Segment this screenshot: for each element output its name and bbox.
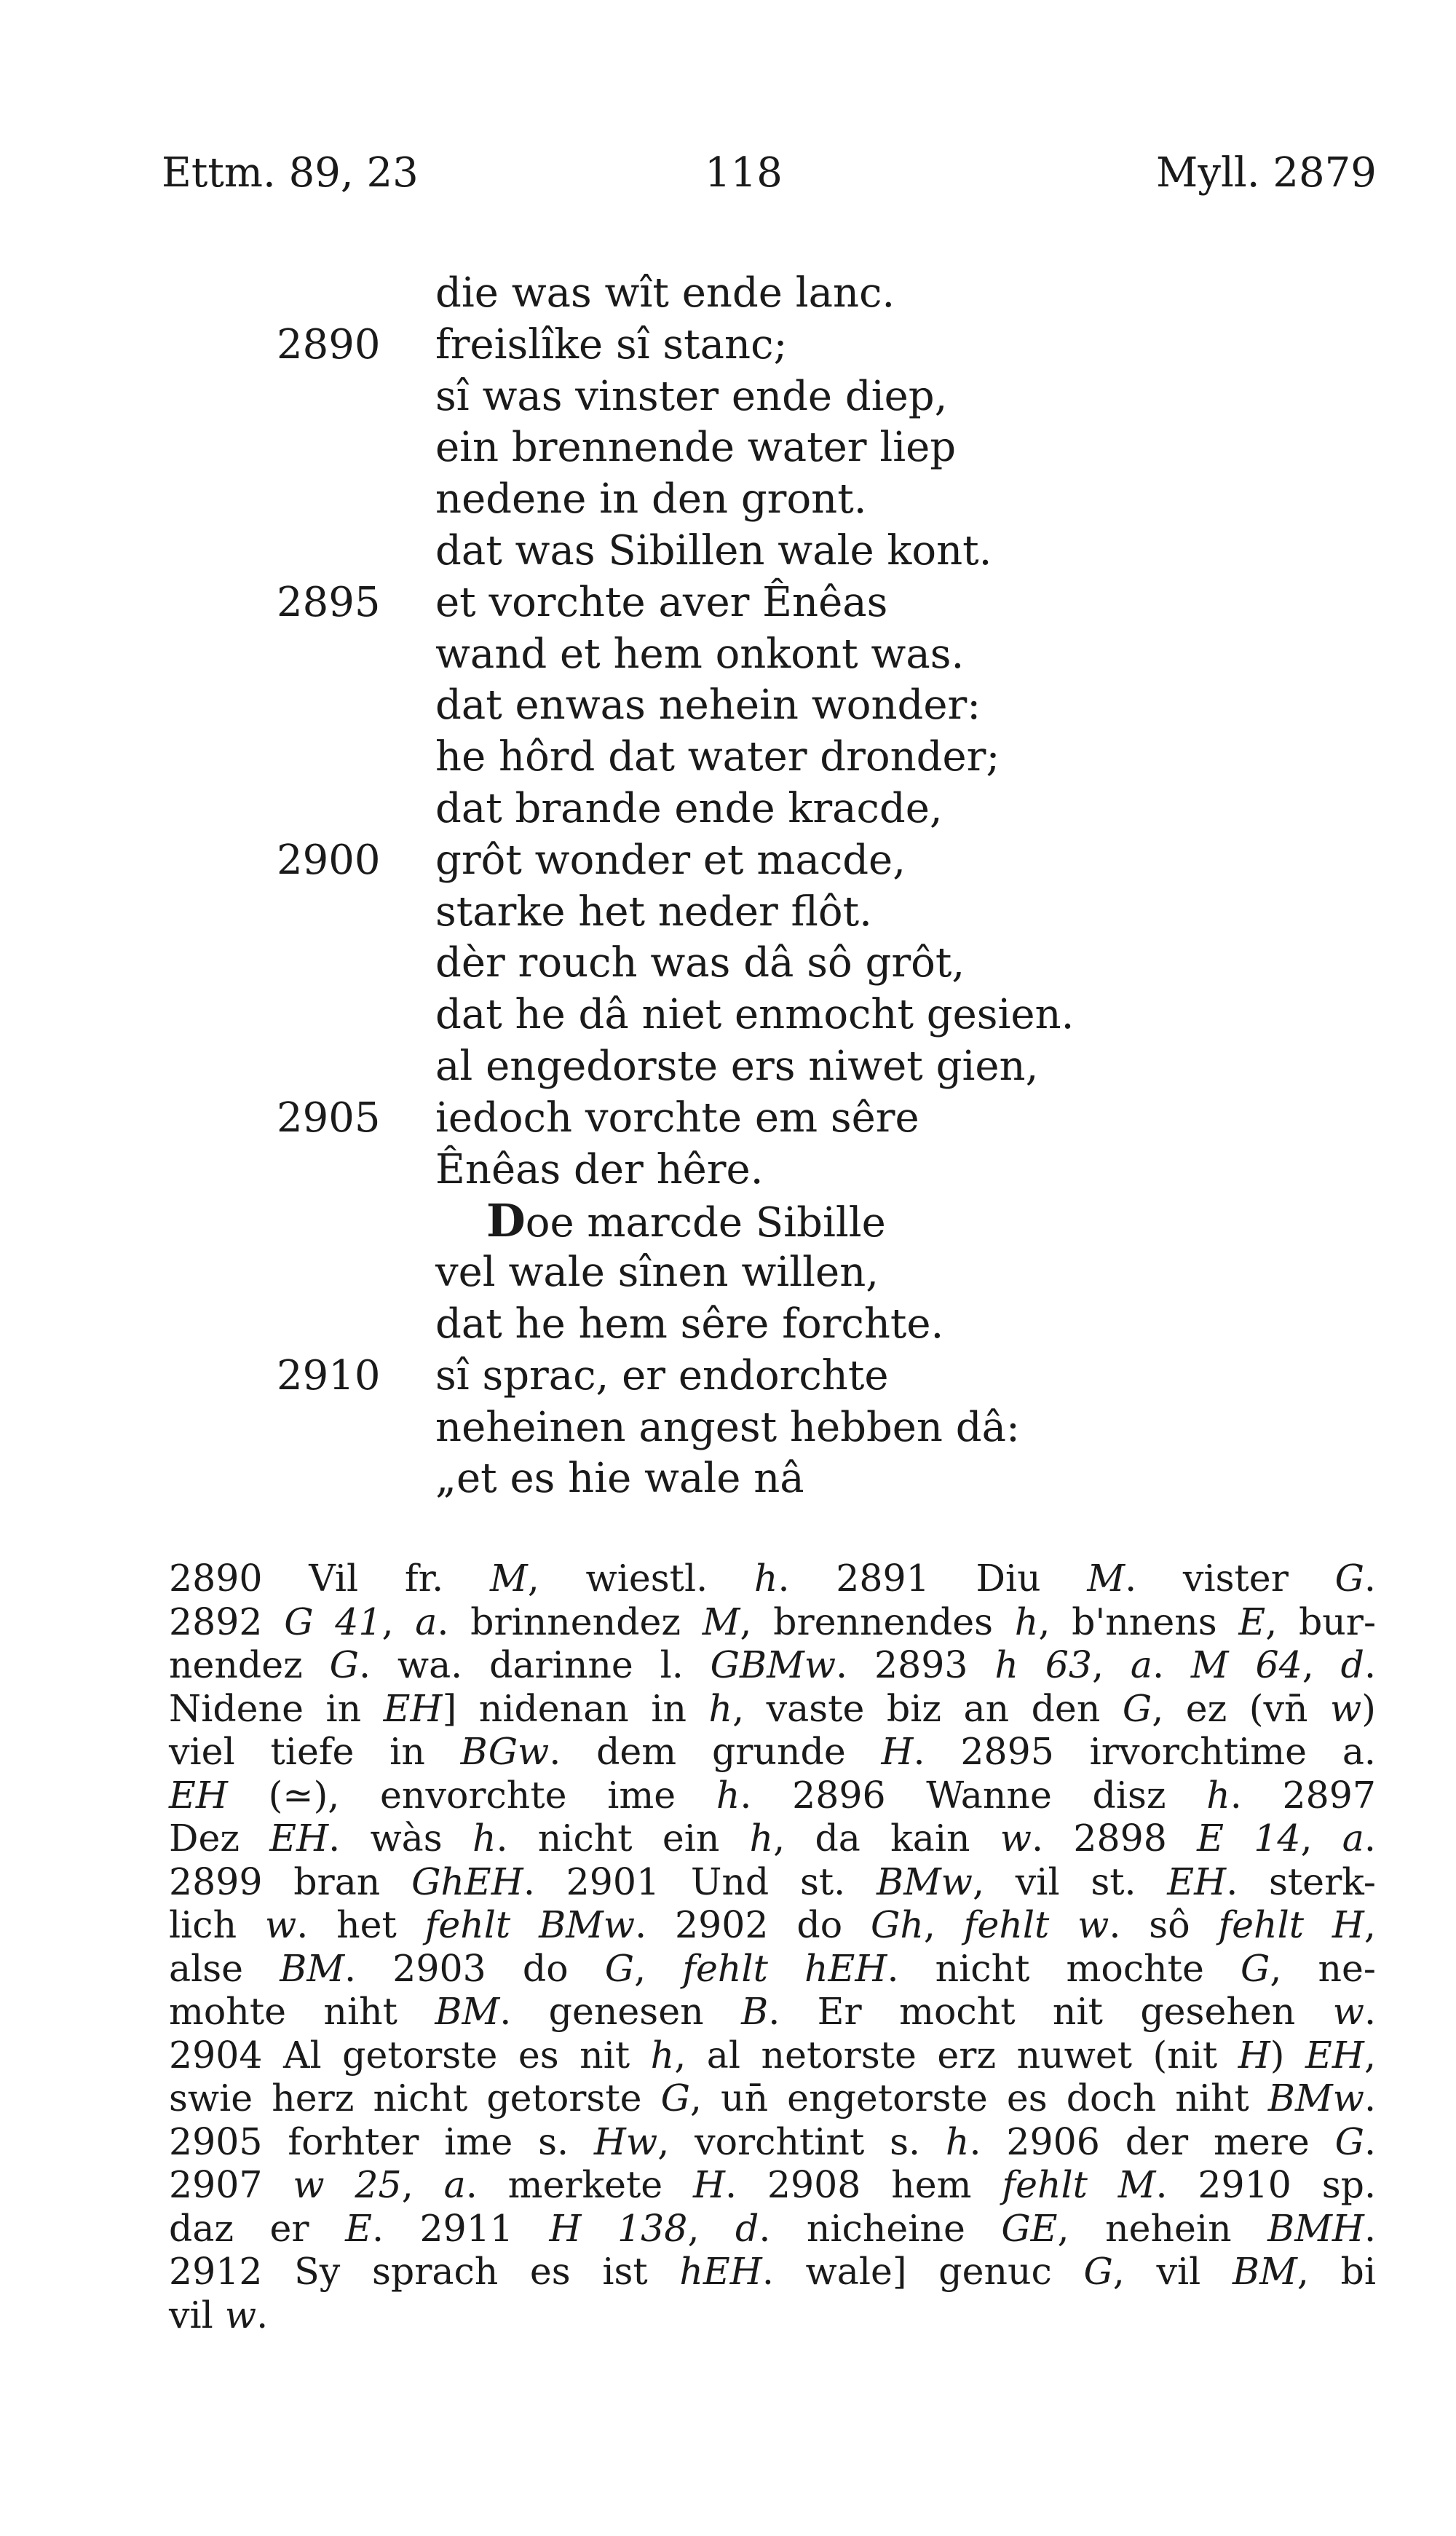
siglum: M 64 xyxy=(1190,1643,1302,1686)
note-text: lich xyxy=(169,1903,265,1946)
note-text: , xyxy=(687,2206,736,2250)
verse-text-line xyxy=(435,371,947,422)
note-text: . xyxy=(256,2293,269,2336)
verse-words: al engedorste ers niwet gien, xyxy=(435,1042,1039,1090)
note-text: . xyxy=(1364,2206,1377,2250)
verse-words: die was wît ende lanc. xyxy=(435,269,895,317)
siglum: G xyxy=(1083,2250,1113,2293)
note-text: . xyxy=(1364,1990,1377,2033)
siglum: G xyxy=(660,2077,690,2120)
siglum: h xyxy=(749,1817,774,1860)
verse-text-line xyxy=(435,422,956,473)
verse-line xyxy=(0,577,1456,629)
note-text: . dem grunde xyxy=(549,1730,882,1773)
apparatus-line xyxy=(169,1557,1376,1600)
note-text: , vil xyxy=(1112,2250,1233,2293)
note-text: . nicht mochte xyxy=(887,1946,1241,1990)
siglum: BMw xyxy=(876,1860,973,1903)
initial-letter: D xyxy=(486,1194,526,1248)
note-text: . 2897 xyxy=(1230,1773,1377,1817)
siglum: G xyxy=(1334,2120,1364,2163)
siglum: w xyxy=(1332,1990,1364,2033)
verse-text-line xyxy=(435,887,872,938)
siglum: G xyxy=(1240,1946,1270,1990)
note-text: , xyxy=(634,1946,683,1990)
verse-text-line xyxy=(435,1453,804,1504)
siglum: BMw xyxy=(1267,2077,1364,2120)
note-text: Dez xyxy=(169,1817,270,1860)
siglum: G xyxy=(604,1946,635,1990)
note-text: ) xyxy=(1361,1686,1376,1730)
siglum: GBMw xyxy=(710,1643,836,1686)
verse-text xyxy=(0,268,1456,1505)
note-text: . nicht ein xyxy=(496,1817,750,1860)
siglum: GE xyxy=(1001,2206,1058,2250)
note-text: . wa. darinne l. xyxy=(358,1643,711,1686)
apparatus-line xyxy=(169,1730,1376,1774)
verse-text-line xyxy=(435,1299,943,1350)
apparatus-line xyxy=(169,1643,1376,1687)
note-text: . brinnendez xyxy=(437,1600,703,1643)
note-text: , brennendes xyxy=(740,1600,1015,1643)
siglum: w xyxy=(1000,1817,1032,1860)
verse-text-line xyxy=(435,629,964,680)
siglum: hEH xyxy=(679,2250,762,2293)
verse-line xyxy=(0,526,1456,577)
siglum: BM xyxy=(435,1990,500,2033)
note-text: , ne- xyxy=(1270,1946,1376,1990)
note-text: ) xyxy=(1270,2033,1306,2077)
note-text: . 2891 Diu xyxy=(778,1557,1088,1600)
note-text: . genesen xyxy=(499,1990,742,2033)
verse-line xyxy=(0,680,1456,732)
siglum: h xyxy=(1206,1773,1230,1817)
siglum: Gh xyxy=(870,1903,924,1946)
siglum: BM xyxy=(1232,2250,1297,2293)
verse-line xyxy=(0,887,1456,939)
note-text: . 2903 do xyxy=(344,1946,605,1990)
verse-text-line xyxy=(435,732,1000,783)
siglum: h xyxy=(945,2120,970,2163)
note-text: , xyxy=(1364,1903,1376,1946)
verse-text-line xyxy=(435,938,965,989)
note-text: , xyxy=(1302,1643,1341,1686)
verse-line xyxy=(0,1196,1456,1247)
verse-line xyxy=(0,474,1456,526)
verse-text-line xyxy=(435,474,867,525)
note-text: , un̄ engetorste es doch niht xyxy=(689,2077,1268,2120)
siglum: h xyxy=(716,1773,740,1817)
siglum: M xyxy=(489,1557,528,1600)
note-text: , vorchtint s. xyxy=(657,2120,946,2163)
verse-words: ein brennende water liep xyxy=(435,424,957,472)
siglum: M xyxy=(702,1600,740,1643)
apparatus-line xyxy=(169,1687,1376,1731)
note-text: . 2911 xyxy=(371,2206,550,2250)
verse-line xyxy=(0,268,1456,320)
note-text: 2890 Vil fr. xyxy=(169,1557,490,1600)
verse-line xyxy=(0,371,1456,423)
note-text: . sterk- xyxy=(1226,1860,1376,1903)
siglum: a xyxy=(1130,1643,1152,1686)
siglum: EH xyxy=(169,1773,228,1817)
critical-apparatus xyxy=(169,1557,1376,2336)
siglum: w 25 xyxy=(293,2163,402,2206)
siglum: EH xyxy=(1167,1860,1227,1903)
note-text: 2907 xyxy=(169,2163,293,2206)
verse-words: dat he dâ niet enmocht gesien. xyxy=(435,991,1075,1039)
apparatus-line xyxy=(169,1903,1376,1947)
note-text: , al netorste erz nuwet (nit xyxy=(674,2033,1238,2077)
siglum: H xyxy=(881,1730,914,1773)
siglum: H xyxy=(692,2163,726,2206)
verse-words: oe marcde Sibille xyxy=(525,1199,886,1247)
verse-line xyxy=(0,835,1456,887)
siglum: M xyxy=(1087,1557,1125,1600)
note-text: , xyxy=(923,1903,964,1946)
apparatus-line xyxy=(169,2207,1376,2251)
note-text: , xyxy=(1364,2033,1376,2077)
note-text: 2905 forhter ime s. xyxy=(169,2120,594,2163)
verse-line xyxy=(0,783,1456,835)
siglum: G xyxy=(1122,1686,1152,1730)
note-text: 2899 bran xyxy=(169,1860,412,1903)
verse-words: neheinen angest hebben dâ: xyxy=(435,1403,1020,1451)
note-text: nendez xyxy=(169,1643,330,1686)
siglum: Hw xyxy=(593,2120,658,2163)
note-text: . het xyxy=(296,1903,425,1946)
note-text: 2904 Al getorste es nit xyxy=(169,2033,651,2077)
note-text: ] nidenan in xyxy=(442,1686,709,1730)
note-text: . 2910 sp. xyxy=(1155,2163,1377,2206)
apparatus-line xyxy=(169,2077,1376,2120)
note-text: . sô xyxy=(1109,1903,1219,1946)
note-text: , b'nnens xyxy=(1038,1600,1239,1643)
siglum: BGw xyxy=(460,1730,550,1773)
verse-words: sî was vinster ende diep, xyxy=(435,372,948,420)
verse-line xyxy=(0,1041,1456,1093)
note-text: . wàs xyxy=(328,1817,472,1860)
verse-text-line xyxy=(435,1247,879,1298)
note-text: . xyxy=(1364,1817,1376,1860)
note-text: . 2895 irvorchtime a. xyxy=(913,1730,1376,1773)
apparatus-line xyxy=(169,2294,1376,2337)
verse-words: wand et hem onkont was. xyxy=(435,630,965,678)
note-text: . xyxy=(1364,2120,1377,2163)
verse-text-line xyxy=(435,577,887,628)
siglum: E 14 xyxy=(1197,1817,1301,1860)
verse-words: dat was Sibillen wale kont. xyxy=(435,526,992,574)
verse-text-line xyxy=(486,1196,886,1249)
note-text: , xyxy=(401,2163,444,2206)
apparatus-line xyxy=(169,1947,1376,1991)
siglum: h xyxy=(708,1686,733,1730)
verse-words: et vorchte aver Ênêas xyxy=(435,578,888,626)
note-text: , da kain xyxy=(773,1817,1000,1860)
note-text: . wale] genuc xyxy=(761,2250,1084,2293)
header-left-reference: Ettm. 89, 23 xyxy=(162,149,419,197)
verse-text-line xyxy=(435,526,992,577)
verse-words: dèr rouch was dâ sô grôt, xyxy=(435,939,965,987)
siglum: BMH xyxy=(1267,2206,1364,2250)
note-text: , xyxy=(1091,1643,1131,1686)
verse-text-line xyxy=(435,1041,1038,1092)
note-text: mohte niht xyxy=(169,1990,435,2033)
siglum: EH xyxy=(383,1686,443,1730)
siglum: a xyxy=(1342,1817,1364,1860)
verse-text-line xyxy=(435,1402,1020,1453)
line-number: 2905 xyxy=(277,1094,381,1142)
note-text: Nidene in xyxy=(169,1686,384,1730)
siglum: fehlt w xyxy=(963,1903,1109,1946)
verse-words: Ênêas der hêre. xyxy=(435,1145,764,1193)
apparatus-line xyxy=(169,2120,1376,2164)
note-text: vil xyxy=(169,2293,225,2336)
siglum: w xyxy=(264,1903,297,1946)
note-text: . xyxy=(1364,2077,1376,2120)
verse-text-line xyxy=(435,989,1074,1040)
verse-text-line xyxy=(435,1351,888,1402)
apparatus-line xyxy=(169,1600,1376,1644)
note-text: , ez (vn̄ xyxy=(1152,1686,1331,1730)
verse-text-line xyxy=(435,1145,764,1196)
verse-line xyxy=(0,938,1456,989)
siglum: EH xyxy=(1305,2033,1364,2077)
note-text: . Er mocht nit gesehen xyxy=(768,1990,1333,2033)
note-text: , xyxy=(381,1600,416,1643)
note-text: (≃), envorchte ime xyxy=(227,1773,716,1817)
note-text: . xyxy=(1364,1557,1376,1600)
line-number: 2890 xyxy=(277,320,381,368)
verse-line xyxy=(0,732,1456,783)
verse-line xyxy=(0,1453,1456,1505)
note-text: , bur- xyxy=(1265,1600,1377,1643)
line-number: 2900 xyxy=(277,836,381,884)
note-text: 2892 xyxy=(169,1600,285,1643)
verse-words: dat brande ende kracde, xyxy=(435,784,943,832)
siglum: h xyxy=(1014,1600,1039,1643)
verse-text-line xyxy=(435,268,895,319)
siglum: E xyxy=(1238,1600,1266,1643)
note-text: . 2902 do xyxy=(635,1903,871,1946)
siglum: EH xyxy=(269,1817,329,1860)
siglum: h xyxy=(472,1817,496,1860)
siglum: G xyxy=(1334,1557,1364,1600)
note-text: . xyxy=(1152,1643,1191,1686)
siglum: BM xyxy=(280,1946,345,1990)
verse-text-line xyxy=(435,783,943,834)
note-text: . merkete xyxy=(465,2163,693,2206)
verse-text-line xyxy=(435,680,981,731)
note-text: . 2896 Wanne disz xyxy=(740,1773,1207,1817)
note-text: 2912 Sy sprach es ist xyxy=(169,2250,680,2293)
verse-text-line xyxy=(435,320,787,371)
verse-line xyxy=(0,989,1456,1041)
note-text: daz er xyxy=(169,2206,346,2250)
note-text: , xyxy=(1300,1817,1342,1860)
note-text: . 2906 der mere xyxy=(969,2120,1335,2163)
verse-line xyxy=(0,422,1456,474)
verse-line xyxy=(0,320,1456,371)
verse-words: „et es hie wale nâ xyxy=(435,1455,804,1503)
apparatus-line xyxy=(169,2250,1376,2294)
line-number: 2895 xyxy=(277,578,381,626)
note-text: , wiestl. xyxy=(527,1557,754,1600)
verse-words: sî sprac, er endorchte xyxy=(435,1351,889,1399)
siglum: GhEH xyxy=(411,1860,523,1903)
verse-line xyxy=(0,1299,1456,1351)
verse-text-line xyxy=(435,835,906,886)
siglum: G 41 xyxy=(284,1600,382,1643)
siglum: a xyxy=(443,2163,466,2206)
siglum: fehlt H xyxy=(1218,1903,1364,1946)
note-text: . nicheine xyxy=(759,2206,1002,2250)
page-number: 118 xyxy=(705,149,783,197)
siglum: G xyxy=(329,1643,359,1686)
siglum: h 63 xyxy=(994,1643,1092,1686)
siglum: fehlt M xyxy=(1002,2163,1156,2206)
line-number: 2910 xyxy=(277,1351,381,1399)
apparatus-line xyxy=(169,1817,1376,1860)
note-text: alse xyxy=(169,1946,280,1990)
verse-words: dat he hem sêre forchte. xyxy=(435,1300,944,1348)
verse-words: grôt wonder et macde, xyxy=(435,836,906,884)
header-right-reference: Myll. 2879 xyxy=(1156,149,1377,197)
siglum: E xyxy=(345,2206,372,2250)
apparatus-line xyxy=(169,1774,1376,1817)
verse-line xyxy=(0,1351,1456,1402)
siglum: d xyxy=(1340,1643,1364,1686)
verse-line xyxy=(0,1247,1456,1299)
note-text: viel tiefe in xyxy=(169,1730,461,1773)
siglum: a xyxy=(415,1600,438,1643)
verse-words: vel wale sînen willen, xyxy=(435,1249,879,1297)
note-text: . 2893 xyxy=(836,1643,995,1686)
siglum: H 138 xyxy=(549,2206,688,2250)
siglum: fehlt BMw xyxy=(424,1903,636,1946)
siglum: h xyxy=(753,1557,778,1600)
siglum: w xyxy=(224,2293,257,2336)
siglum: d xyxy=(735,2206,759,2250)
note-text: , vil st. xyxy=(973,1860,1168,1903)
siglum: fehlt hEH xyxy=(682,1946,887,1990)
verse-line xyxy=(0,629,1456,681)
verse-words: dat enwas nehein wonder: xyxy=(435,682,981,730)
siglum: w xyxy=(1330,1686,1362,1730)
note-text: , vaste biz an den xyxy=(732,1686,1123,1730)
verse-line xyxy=(0,1093,1456,1145)
note-text: . 2901 Und st. xyxy=(523,1860,877,1903)
verse-words: he hôrd dat water dronder; xyxy=(435,733,1000,781)
note-text: . 2908 hem xyxy=(725,2163,1002,2206)
apparatus-line xyxy=(169,1860,1376,1904)
note-text: swie herz nicht getorste xyxy=(169,2077,661,2120)
verse-line xyxy=(0,1145,1456,1196)
apparatus-line xyxy=(169,2034,1376,2077)
note-text: . 2898 xyxy=(1032,1817,1198,1860)
siglum: H xyxy=(1238,2033,1270,2077)
verse-words: iedoch vorchte em sêre xyxy=(435,1094,919,1142)
note-text: . vister xyxy=(1125,1557,1335,1600)
siglum: B xyxy=(741,1990,769,2033)
verse-words: freislîke sî stanc; xyxy=(435,320,788,368)
verse-words: starke het neder flôt. xyxy=(435,888,872,936)
apparatus-line xyxy=(169,1990,1376,2034)
note-text: , bi xyxy=(1297,2250,1376,2293)
verse-text-line xyxy=(435,1093,919,1144)
note-text: . xyxy=(1364,1643,1377,1686)
verse-words: nedene in den gront. xyxy=(435,475,867,524)
apparatus-line xyxy=(169,2163,1376,2207)
siglum: h xyxy=(650,2033,675,2077)
verse-line xyxy=(0,1402,1456,1454)
note-text: , nehein xyxy=(1057,2206,1268,2250)
running-header xyxy=(0,149,1456,208)
